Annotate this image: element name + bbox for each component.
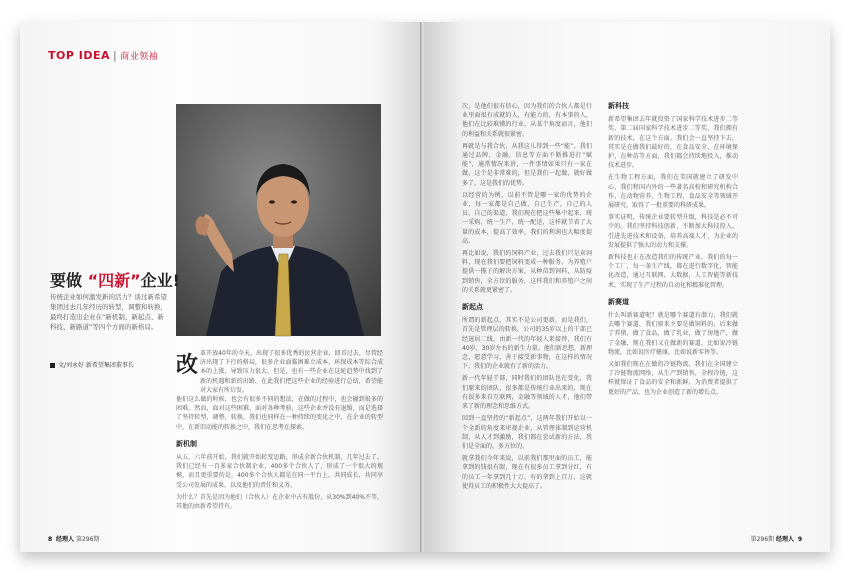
right-footer (751, 534, 802, 543)
left-page-number: 8 (48, 536, 53, 543)
right2-para-5: 什么叫新赛道呢？就是哪个赛道有潜力，我们就去哪个赛道，我们原来主要是做饲料的，后来做了养猪，做了食品，做了乳业，做了房地产，做了金融，现在我们又在做新的赛道，比如说冷链物流，比如说医疗健康，比如说新零售等。 (608, 312, 738, 356)
right2-para-4: 新科技也正在改造我们的传统产业，我们的每一个工厂，每一条生产线，都在进行数字化，智能化改造，通过互联网，大数据，人工智能等新技术，实现了生产过程的自动化和精准化管理。 (608, 254, 738, 289)
right-subhead-3: 新赛道 (608, 297, 629, 306)
right1-para-3: 以经营的为例，以前不管是哪一家的优势的企业，每一家都是自己做，自己生产，自己的人员，自己的渠道，我们现在把这些集中起来，统一采购，统一生产，统一配送，这样就节省了大量的成本，提高了效率，我们的利润也大幅度提高。 (462, 191, 592, 245)
left-para-4: 为什么？首先是因为他们（合伙人）在企业中占有股份，从30%到40%不等，其他的由新希望持有。 (176, 493, 383, 511)
left-column-body (176, 368, 383, 511)
right-subhead-1: 新起点 (462, 303, 483, 312)
headline-highlight: “四新” (87, 271, 141, 290)
right1-para-5: 所谓的新起点，其实不是公司更新，而是我们，首先是管理层的转换，公司的35岁以上的干部已经退居二线，由新一代的年轻人来接替，我们有40岁，30岁左右的新生力量。他们新思想，新理念，愿意学习，善于接受新事物，在这样的情况下，我们的企业就有了新的活力。 (462, 317, 592, 371)
right-footer-mag: 经理人 (775, 536, 794, 543)
right1-para-4: 再比如说，我们的饲料产业，过去我们只是卖饲料，现在我们要把饲料变成一种服务，为养殖户提供一揽子的解决方案，从种苗到饲料，从防疫到销售，全方位的服务，这样我们和养殖户之间的关系就更紧密了。 (462, 250, 592, 294)
right1-para-7: 回到一直坚持的“新起点”，这两年我们开始以一个全新的角度来审视企业，从管理体制到运营机制，从人才到激励，我们都在尝试新的方法，我们是全面的，多方位的。 (462, 415, 592, 450)
left-footer-mag: 经理人 (56, 536, 75, 543)
right-footer-issue: 第296期 (750, 536, 775, 543)
section-header (48, 49, 158, 62)
right1-para-1: 次，是他们很有信心，因为我们的合伙人都是行业里面很有成就的人，有能力的，有本事的人，他们在比较难懂的行业，从某个角度而言，他们的利益和关系就很紧密。 (462, 103, 592, 138)
left-footer (48, 534, 99, 543)
headline-pre: 要做 (50, 271, 88, 290)
right-page (424, 22, 830, 552)
left-para-2: 他们这么做的时候，也会有很多不同的想法，在做的过程中，也会碰到很多的困难，然而，面对这些困难，面对各种考验，这些企业并没有退缩，而是选择了坚持转型，调整，转换，我们也同样在一种持续的变化之中，在企业的转型中，在新旧动能的转换之中，我们在思考在探索。 (176, 396, 383, 431)
header-section: 商业领袖 (120, 52, 159, 62)
right2-para-2: 在生物工程方面，我们在美国就建立了研发中心，我们和国内外的一些著名高校和研究机构合作，在动物营养，生物工程，食品安全等领域开展研究，取得了一批重要的科研成果。 (608, 174, 738, 210)
magazine-spread (20, 22, 830, 552)
left-subhead: 新机制 (176, 439, 197, 448)
left-column-opening: 革开放40年的今天，出现了很多优秀的民营企业，回首过去，尽管经济出现了下行的格局，很多企业面临困难立成本，环保成本等综合成本的上涨，导致压力很大，但是，也有一些企业在这轮趋势中找到了新的机遇和新的出路，在此我们把这些企业的经验进行总结，希望能对大家有所启发。 (200, 350, 383, 394)
right-subhead-2: 新科技 (608, 102, 629, 110)
left-para-1-cont (176, 368, 383, 395)
header-separator: | (113, 49, 118, 62)
right1-para-6: 新一代年轻干部，同时我们的团队也在变化，我们原来的团队，很多都是传统行业出来的，现在有很多来自互联网，金融等领域的人才，他们带来了新的理念和思维方式。 (462, 375, 592, 411)
author-line (50, 360, 134, 369)
portrait-photo (176, 104, 381, 336)
headline-post: 企业! (140, 271, 180, 290)
right-column-1 (462, 102, 592, 491)
author-bullet (50, 363, 55, 368)
header-brand: TOP IDEA (48, 49, 110, 62)
left-footer-issue: 第296期 (75, 536, 100, 543)
right-column-2 (608, 102, 738, 397)
right1-para-8: 就拿我们今年来说，以前我们那里面的员工，能拿到的钱很有限，现在有很多员工拿到分红，有的员工一年拿到几十万，有的拿到上百万，这就使得员工的积极性大大提高了。 (462, 455, 592, 490)
author-text: 文/刘永好 新希望集团董事长 (58, 362, 134, 369)
left-para-3: 从五、六年前开始，我们就开始转变思路，形成全新合伙机制，几年过去了，我们已经有一百多家合伙制企业，400多个合伙人了，形成了一个很大的规模，而且更重要的是，400多个合伙人都是在同一平台上，共同成长，共同享受公司发展的成果，以及他们的责任和义务。 (176, 454, 383, 489)
right2-para-6: 又如我们现在在做的冷链物流，我们在全国建立了冷链物流网络，从生产到销售，全程冷链，这样就保证了食品的安全和新鲜，为消费者提供了更好的产品，也为企业创造了新的增长点。 (608, 361, 738, 396)
left-page (20, 22, 422, 552)
right2-para-1: 新希望集团去年就投资了国家科学技术进步二等奖、第二届国家科学技术进步二等奖，我们拥有新的技术，在这个方面，我们会一直坚持下去，其实是在做我们最好的，在食品安全，在环境保护，在种苗等方面，我们都会持续地投入，推动技术进步。 (608, 116, 738, 170)
article-headline (50, 268, 180, 291)
right-page-number: 9 (797, 536, 802, 543)
right2-para-3: 事实证明，传统企业要转型升级，科技是必不可少的。我们坚持科技创新，不断加大科技投入，引进先进技术和设备，培养高端人才，为企业的发展提供了强大的动力和支撑。 (608, 214, 738, 249)
article-intro: 传统企业如何激发新的活力？谈过新希望集团过去几年经历的转型，调整和转换，最终打造出企业在“新机制、新起点、新科技、新路道”等四个方面的新格局。 (50, 293, 167, 331)
right1-para-2: 再就是与我合伙，从我这儿得到一些“能”，我们通过品牌，金融，信息等方面不断推进打“赋能”，通常情况来讲，一件事情如果只有一家在做，这个是非常难的，但是我们一起做，就好做多了，这是我们的优势。 (462, 142, 592, 187)
drop-cap: 改 (176, 352, 199, 378)
